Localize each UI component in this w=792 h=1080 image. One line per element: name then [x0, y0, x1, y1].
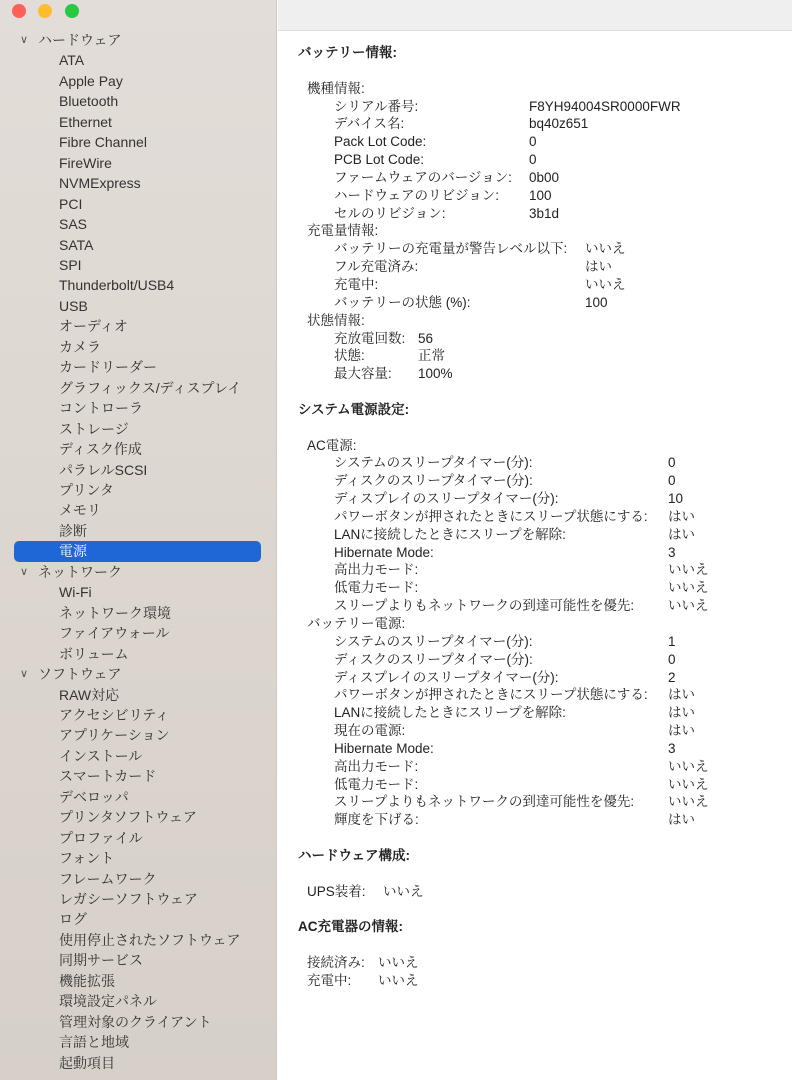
row-label: ハードウェアのリビジョン:	[334, 187, 499, 203]
sidebar-item[interactable]: Ethernet	[59, 113, 112, 130]
info-row	[298, 151, 792, 169]
info-row	[298, 276, 792, 294]
row-label: シリアル番号:	[334, 98, 419, 114]
row-label: スリープよりもネットワークの到達可能性を優先:	[334, 598, 635, 614]
row-value: いいえ	[585, 276, 626, 292]
sidebar-group[interactable]	[0, 664, 276, 684]
sidebar-item[interactable]: ストレージ	[59, 420, 129, 437]
row-label: 輝度を下げる:	[334, 812, 419, 828]
spacer	[298, 383, 792, 401]
sidebar-item[interactable]: SAS	[59, 216, 88, 233]
sidebar-item[interactable]: ATA	[59, 52, 85, 69]
spacer	[298, 936, 792, 954]
row-value: はい	[668, 723, 695, 739]
chevron-down-icon[interactable]: ∨	[20, 668, 29, 681]
row-value: はい	[668, 812, 695, 828]
sidebar-list	[0, 30, 276, 1073]
sidebar-item[interactable]: Apple Pay	[59, 72, 123, 89]
row-value: いいえ	[668, 776, 709, 792]
info-row	[298, 972, 792, 990]
info-row	[298, 365, 792, 383]
row-label: 低電力モード:	[334, 776, 419, 792]
sidebar-item[interactable]: オーディオ	[59, 318, 128, 335]
sidebar-item[interactable]: コントローラ	[59, 400, 143, 417]
row-label: Hibernate Mode:	[334, 740, 434, 756]
info-row	[298, 187, 792, 205]
sidebar-item[interactable]: プロファイル	[59, 829, 143, 846]
sidebar-item[interactable]: フレームワーク	[59, 870, 157, 887]
row-value: はい	[668, 526, 695, 542]
sidebar-item[interactable]: アクセシビリティ	[59, 706, 170, 723]
row-label: システムのスリープタイマー(分):	[334, 455, 533, 471]
row-value: 0	[529, 152, 537, 168]
section-heading: バッテリー情報:	[298, 45, 397, 60]
sidebar-item[interactable]: 機能拡張	[59, 972, 115, 989]
info-row	[298, 793, 792, 811]
row-label: 最大容量:	[334, 366, 392, 382]
row-label: 現在の電源:	[334, 723, 406, 739]
info-row	[298, 258, 792, 276]
row-label: ディスプレイのスリープタイマー(分):	[334, 491, 559, 507]
info-row	[298, 544, 792, 562]
row-value: 1	[668, 633, 676, 649]
row-label: 高出力モード:	[334, 758, 419, 774]
row-label: PCB Lot Code:	[334, 152, 425, 168]
sidebar-item[interactable]: インストール	[59, 747, 143, 764]
info-row	[298, 776, 792, 794]
sidebar-item[interactable]: ディスク作成	[59, 441, 142, 458]
sidebar-item[interactable]: ボリューム	[59, 645, 129, 662]
row-label: 低電力モード:	[334, 580, 419, 596]
info-row	[298, 561, 792, 579]
info-row	[298, 169, 792, 187]
info-row	[298, 240, 792, 258]
row-label: パワーボタンが押されたときにスリープ状態にする:	[334, 687, 648, 703]
sidebar-item[interactable]: ネットワーク環境	[59, 604, 171, 621]
toolbar	[278, 0, 792, 31]
info-row	[298, 472, 792, 490]
row-value: いいえ	[668, 580, 709, 596]
row-value: 2	[668, 669, 676, 685]
sidebar-group-label: ハードウェア	[38, 32, 122, 48]
row-value: いいえ	[378, 955, 419, 971]
group-title: 状態情報:	[307, 312, 365, 328]
row-value: 100%	[418, 366, 453, 382]
row-label: ディスプレイのスリープタイマー(分):	[334, 669, 559, 685]
row-label: 接続済み:	[307, 955, 365, 971]
spacer	[298, 62, 792, 80]
row-value: いいえ	[668, 598, 709, 614]
row-label: Pack Lot Code:	[334, 134, 427, 150]
info-row	[298, 883, 792, 901]
row-value: F8YH94004SR0000FWR	[529, 98, 681, 114]
info-row	[298, 954, 792, 972]
sidebar-item[interactable]: プリンタソフトウェア	[59, 809, 197, 826]
sidebar-item[interactable]: SATA	[59, 236, 94, 253]
row-label: システムのスリープタイマー(分):	[334, 633, 533, 649]
info-row	[298, 651, 792, 669]
info-row	[298, 526, 792, 544]
sidebar-item[interactable]: カメラ	[59, 338, 101, 355]
row-value: いいえ	[668, 562, 709, 578]
sidebar-item[interactable]: 管理対象のクライアント	[59, 1013, 212, 1030]
sidebar-item[interactable]: 使用停止されたソフトウェア	[59, 931, 241, 948]
spacer	[298, 419, 792, 437]
row-label: Hibernate Mode:	[334, 544, 434, 560]
sidebar-item[interactable]: Fibre Channel	[59, 134, 147, 151]
row-label: ディスクのスリープタイマー(分):	[334, 473, 533, 489]
chevron-down-icon[interactable]: ∨	[20, 34, 29, 46]
info-row	[298, 669, 792, 687]
row-value: 3b1d	[529, 205, 560, 221]
sidebar-item[interactable]: 電源	[14, 541, 261, 561]
info-row	[298, 686, 792, 704]
sidebar-item[interactable]: 診断	[59, 522, 87, 539]
sidebar-group[interactable]	[0, 562, 276, 582]
row-value: いいえ	[383, 883, 424, 899]
sidebar	[0, 0, 277, 1080]
sidebar-item[interactable]: ファイアウォール	[59, 625, 170, 642]
info-row	[298, 740, 792, 758]
row-value: 100	[529, 187, 552, 203]
row-value: 100	[585, 294, 608, 310]
row-value: 3	[668, 544, 676, 560]
row-value: 0	[668, 651, 676, 667]
sidebar-item[interactable]: Thunderbolt/USB4	[59, 277, 175, 294]
row-label: セルのリビジョン:	[334, 205, 446, 221]
row-value: いいえ	[378, 972, 419, 988]
info-row	[298, 454, 792, 472]
sidebar-item[interactable]: メモリ	[59, 502, 101, 519]
info-row	[298, 347, 792, 365]
sidebar-item[interactable]: NVMExpress	[59, 175, 141, 192]
detail-pane	[298, 44, 792, 990]
sidebar-item[interactable]: 同期サービス	[59, 952, 143, 969]
info-row	[298, 330, 792, 348]
info-row	[298, 597, 792, 615]
row-value: 0	[529, 134, 537, 150]
row-value: はい	[585, 259, 612, 275]
row-value: 0	[668, 473, 676, 489]
row-label: パワーボタンが押されたときにスリープ状態にする:	[334, 508, 648, 524]
section-heading: ハードウェア構成:	[298, 847, 410, 863]
sidebar-group-label: ソフトウェア	[38, 666, 122, 683]
info-row	[298, 704, 792, 722]
section-heading: AC充電器の情報:	[298, 919, 403, 935]
sidebar-item[interactable]: カードリーダー	[59, 359, 157, 376]
row-label: 充電中:	[307, 972, 352, 988]
row-label: バッテリーの状態 (%):	[334, 294, 471, 310]
sidebar-item[interactable]: Wi-Fi	[59, 584, 92, 601]
info-row	[298, 811, 792, 829]
spacer	[298, 865, 792, 883]
row-value: はい	[668, 687, 695, 703]
sidebar-item[interactable]: ログ	[59, 911, 87, 928]
sidebar-item[interactable]: USB	[59, 297, 88, 314]
group-title: 機種情報:	[307, 80, 365, 96]
sidebar-item[interactable]: 言語と地域	[59, 1034, 129, 1051]
row-label: 高出力モード:	[334, 562, 419, 578]
sidebar-item[interactable]: SPI	[59, 256, 82, 273]
row-value: いいえ	[585, 241, 626, 257]
info-row	[298, 294, 792, 312]
sidebar-item[interactable]: アプリケーション	[59, 727, 170, 744]
sidebar-item[interactable]: Bluetooth	[59, 93, 119, 110]
info-row	[298, 758, 792, 776]
sidebar-item[interactable]: PCI	[59, 195, 83, 212]
info-row	[298, 133, 792, 151]
group-title: 充電量情報:	[307, 223, 379, 239]
row-value: 3	[668, 740, 676, 756]
row-label: LANに接続したときにスリープを解除:	[334, 526, 566, 542]
row-value: 0b00	[529, 169, 560, 185]
minimize-button[interactable]	[38, 4, 52, 18]
row-label: 状態:	[334, 348, 365, 364]
row-value: いいえ	[668, 758, 709, 774]
row-label: UPS装着:	[307, 883, 366, 899]
row-label: 充電中:	[334, 276, 379, 292]
row-label: ディスクのスリープタイマー(分):	[334, 651, 533, 667]
info-row	[298, 722, 792, 740]
info-row	[298, 115, 792, 133]
sidebar-item[interactable]: RAW対応	[59, 686, 120, 703]
sidebar-group-label: ネットワーク	[38, 563, 122, 580]
row-label: スリープよりもネットワークの到達可能性を優先:	[334, 794, 635, 810]
sidebar-item[interactable]: 環境設定パネル	[59, 993, 157, 1010]
row-value: 正常	[418, 348, 445, 364]
row-label: フル充電済み:	[334, 259, 419, 275]
info-row	[298, 490, 792, 508]
sidebar-item[interactable]: スマートカード	[59, 768, 157, 785]
sidebar-item[interactable]: パラレルSCSI	[59, 461, 148, 478]
info-row	[298, 205, 792, 223]
sidebar-group[interactable]	[0, 30, 276, 50]
row-value: bq40z651	[529, 116, 589, 132]
row-label: デバイス名:	[334, 116, 405, 132]
row-value: はい	[668, 705, 695, 721]
sidebar-item[interactable]: 起動項目	[59, 1054, 115, 1071]
info-row	[298, 98, 792, 116]
group-title: AC電源:	[307, 437, 357, 453]
zoom-button[interactable]	[65, 4, 79, 18]
row-label: バッテリーの充電量が警告レベル以下:	[334, 241, 568, 257]
row-value: 0	[668, 455, 676, 471]
group-title: バッテリー電源:	[307, 616, 406, 631]
info-row	[298, 579, 792, 597]
close-button[interactable]	[12, 4, 26, 18]
info-row	[298, 508, 792, 526]
row-label: LANに接続したときにスリープを解除:	[334, 705, 566, 721]
sidebar-item[interactable]: レガシーソフトウェア	[59, 891, 198, 908]
row-value: いいえ	[668, 794, 709, 810]
sidebar-item[interactable]: グラフィックス/ディスプレイ	[59, 379, 242, 396]
row-label: 充放電回数:	[334, 330, 406, 346]
row-value: はい	[668, 508, 695, 524]
chevron-down-icon[interactable]: ∨	[20, 565, 29, 578]
sidebar-item[interactable]: プリンタ	[59, 481, 114, 498]
row-value: 10	[668, 491, 684, 507]
section-heading: システム電源設定:	[298, 401, 410, 417]
spacer	[298, 901, 792, 919]
info-row	[298, 633, 792, 651]
sidebar-item[interactable]: フォント	[59, 850, 115, 867]
sidebar-item[interactable]: デベロッパ	[59, 788, 129, 805]
spacer	[298, 829, 792, 847]
sidebar-item[interactable]: FireWire	[59, 154, 112, 171]
row-value: 56	[418, 330, 434, 346]
row-label: ファームウェアのバージョン:	[334, 169, 512, 185]
